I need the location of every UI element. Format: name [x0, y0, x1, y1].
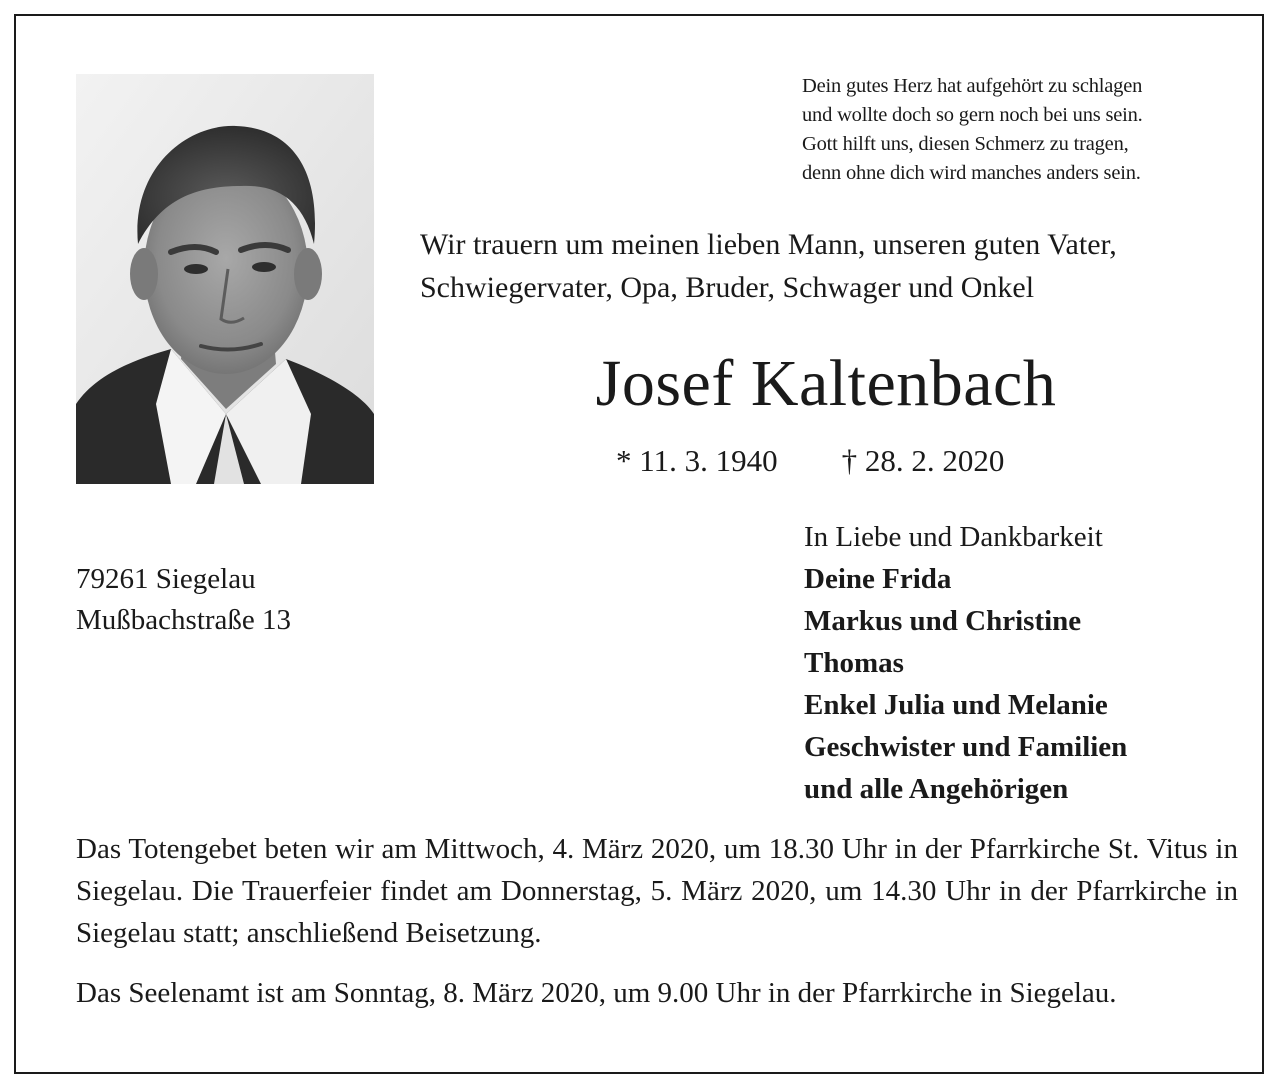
obituary-frame: [14, 14, 1264, 1074]
mourning-intro: [420, 223, 1250, 309]
portrait-photo: [76, 74, 374, 484]
poem-line: Gott hilft uns, diesen Schmerz zu tragen,: [802, 133, 1129, 155]
mourner-name: Markus und Christine: [804, 605, 1082, 637]
poem-line: Dein gutes Herz hat aufgehört zu schlagen: [802, 75, 1143, 97]
mourner-name: Enkel Julia und Melanie: [804, 689, 1108, 721]
mourner-name: Thomas: [804, 647, 904, 679]
deceased-name: Josef Kaltenbach: [595, 347, 1057, 420]
family-address: [76, 559, 291, 641]
mourner-name: Deine Frida: [804, 563, 952, 595]
intro-line: Wir trauern um meinen lieben Mann, unseren guten Vater,: [420, 228, 1117, 261]
birth-date: * 11. 3. 1940: [616, 443, 778, 478]
death-date: † 28. 2. 2020: [841, 443, 1005, 478]
mourner-name: und alle Angehörigen: [804, 773, 1069, 805]
mourners-list: [804, 516, 1127, 810]
address-street: Mußbachstraße 13: [76, 604, 292, 636]
address-city: 79261 Siegelau: [76, 563, 256, 595]
ceremony-details: [76, 828, 1238, 1032]
mourner-name: Geschwister und Familien: [804, 731, 1128, 763]
funeral-paragraph: Das Totengebet beten wir am Mittwoch, 4. März 2020, um 18.30 Uhr in der Pfarrkirche St. Vitus in Siegelau. Die Trauerfeier findet am Donnerstag, 5. März 2020, um 14.30 Uhr in der Pfarrkirche in Siegelau statt; anschließend Beisetzung.: [76, 833, 1238, 949]
memorial-poem: [802, 72, 1242, 188]
poem-line: und wollte doch so gern noch bei uns sein.: [802, 104, 1143, 126]
mourners-intro: In Liebe und Dankbarkeit: [804, 521, 1103, 553]
poem-line: denn ohne dich wird manches anders sein.: [802, 162, 1141, 184]
requiem-paragraph: Das Seelenamt ist am Sonntag, 8. März 2020, um 9.00 Uhr in der Pfarrkirche in Siegelau.: [76, 977, 1117, 1009]
life-dates: [616, 440, 1004, 482]
intro-line: Schwiegervater, Opa, Bruder, Schwager und Onkel: [420, 271, 1035, 304]
